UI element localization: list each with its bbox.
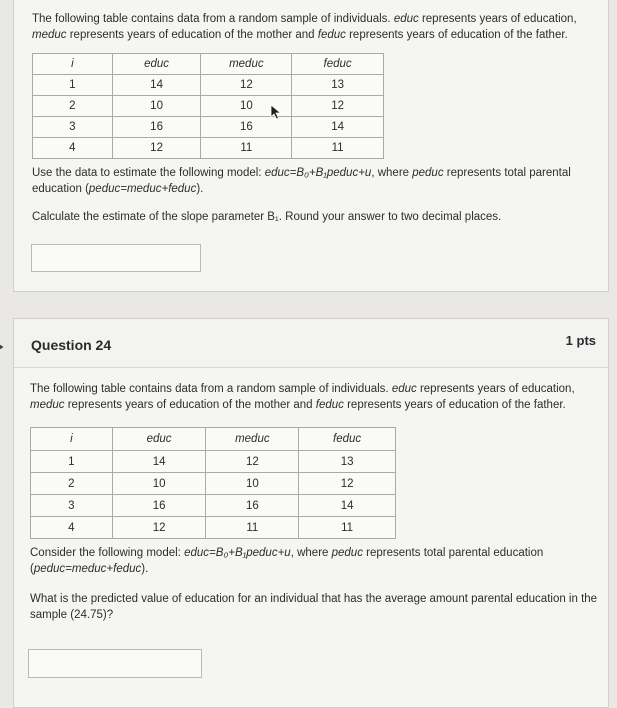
table-row: 3 16 16 14 [33,117,384,138]
table-row: 4 12 11 11 [33,138,384,159]
question-card-1 [13,0,609,292]
model-description: Use the data to estimate the following model: educ=B₀+B₁peduc+u, where peduc represents total parental education (peduc=meduc+feduc). [32,167,571,195]
column-header: meduc [206,428,299,451]
table-row: 2 10 10 12 [31,473,396,495]
column-header: i [33,54,113,75]
column-header: educ [112,54,201,75]
data-table [30,427,396,539]
table-row: 1 14 12 13 [31,451,396,473]
answer-input-container [31,244,201,272]
column-header: meduc [201,54,292,75]
table-row: 1 14 12 13 [33,75,384,96]
table-row: 2 10 10 12 [33,96,384,117]
table-row: 4 12 11 11 [31,517,396,539]
question-title: Question 24 [31,337,112,353]
question-points: 1 pts [565,333,596,348]
table-row: 3 16 16 14 [31,495,396,517]
question-card-24 [13,318,609,708]
mouse-pointer-icon [270,104,282,120]
play-arrow-icon [0,340,5,354]
table-header-row [33,54,384,75]
answer-input[interactable] [32,245,200,271]
question-header [14,319,608,368]
question-instruction: Calculate the estimate of the slope parameter B₁. Round your answer to two decimal places. [32,211,502,223]
question-intro: The following table contains data from a random sample of individuals. educ represents years of education, meduc represents years of education of the mother and feduc represents years of education of the father. [30,383,575,411]
answer-input-container [28,649,202,678]
column-header: i [31,428,113,451]
model-description: Consider the following model: educ=B₀+B₁peduc+u, where peduc represents total parental education (peduc=meduc+feduc). [30,547,544,575]
table-header-row [31,428,396,451]
column-header: educ [112,428,206,451]
column-header: feduc [292,54,384,75]
question-instruction: What is the predicted value of education for an individual that has the average amount parental education in the sample (24.75)? [30,593,598,621]
question-intro: The following table contains data from a random sample of individuals. educ represents years of education, meduc represents years of education of the mother and feduc represents years of education of the father. [32,13,577,41]
column-header: feduc [299,428,396,451]
answer-input[interactable] [29,650,201,677]
data-table [32,53,384,159]
